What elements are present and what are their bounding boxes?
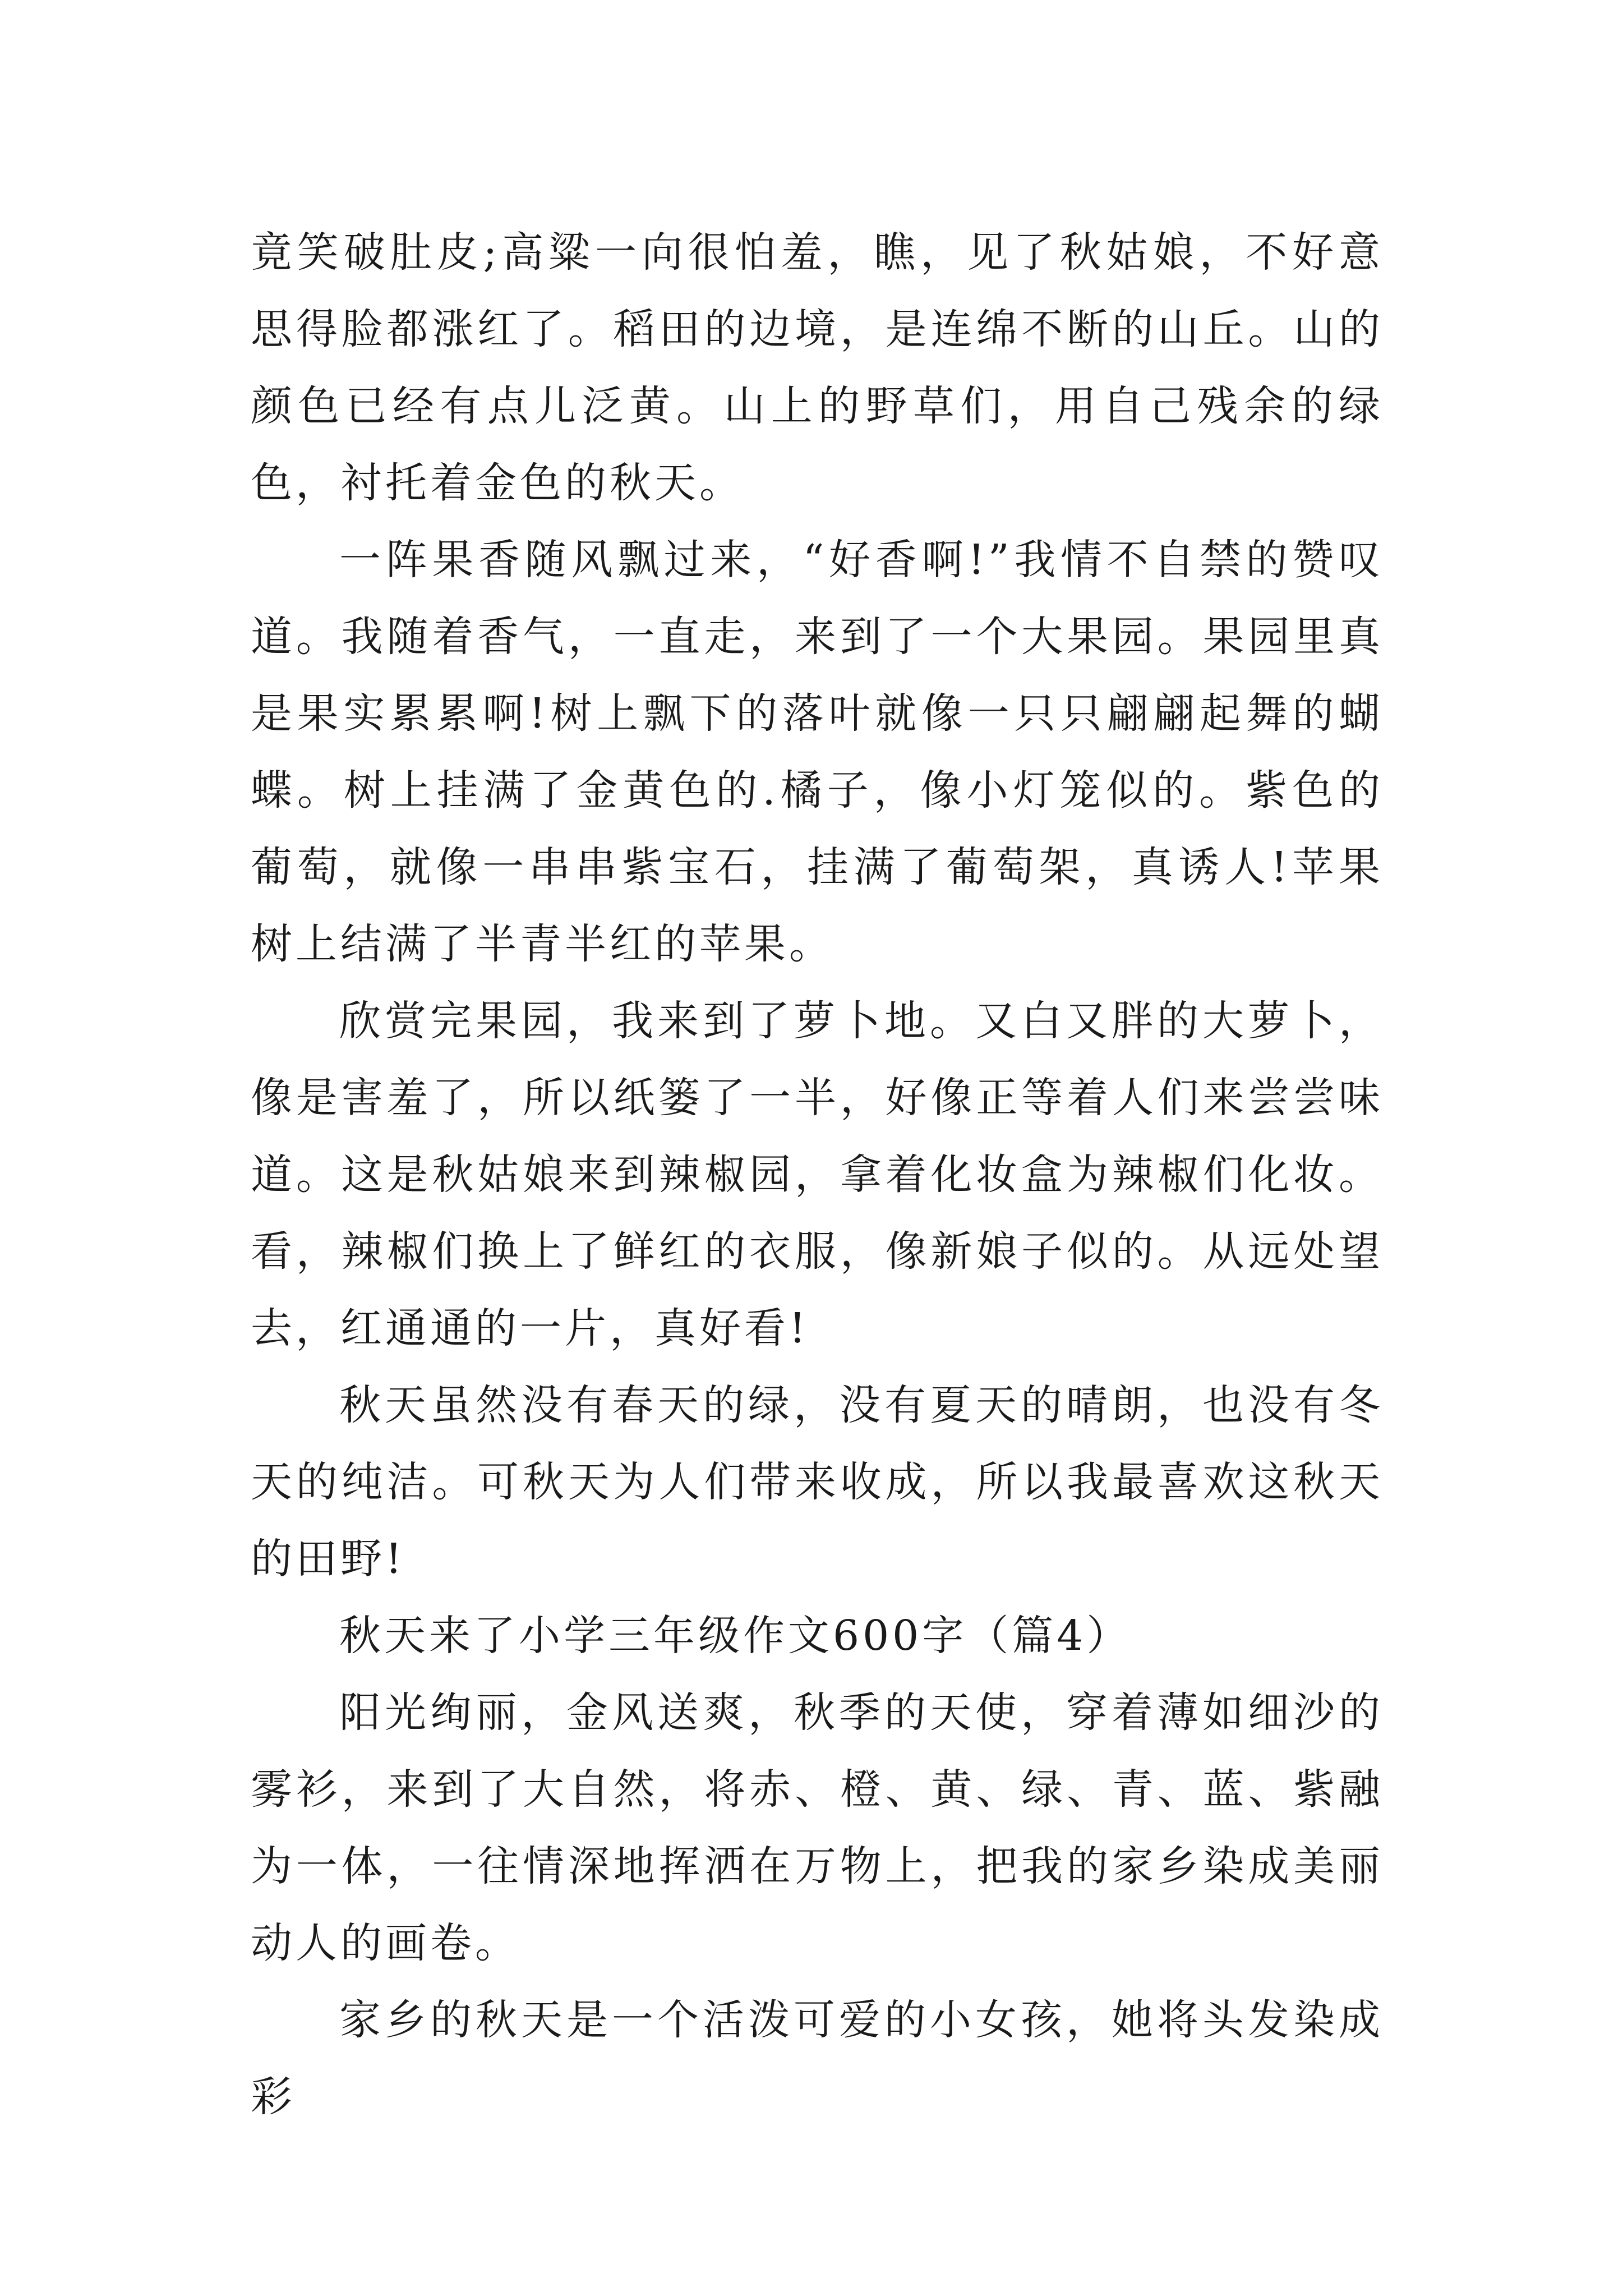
paragraph-orchard: 一阵果香随风飘过来，“好香啊!”我情不自禁的赞叹道。我随着香气，一直走，来到了一个大果园。果园里真是果实累累啊!树上飘下的落叶就像一只只翩翩起舞的蝴蝶。树上挂满了金黄色的.橘子，像小灯笼似的。紫色的葡萄，就像一串串紫宝石，挂满了葡萄架，真诱人!苹果树上结满了半青半红的苹果。 xyxy=(251,536,1384,968)
paragraph-hometown-autumn: 家乡的秋天是一个活泼可爱的小女孩，她将头发染成彩 xyxy=(251,1996,1384,2121)
paragraph-continuation: 竟笑破肚皮;高粱一向很怕羞，瞧，见了秋姑娘，不好意思得脸都涨红了。稻田的边境，是连绵不断的山丘。山的颜色已经有点儿泛黄。山上的野草们，用自己残余的绿色，衬托着金色的秋天。 xyxy=(251,228,1384,507)
paragraph-conclusion: 秋天虽然没有春天的绿，没有夏天的晴朗，也没有冬天的纯洁。可秋天为人们带来收成，所以我最喜欢这秋天的田野! xyxy=(251,1381,1384,1583)
document-body xyxy=(251,214,1384,2136)
paragraph-sunshine: 阳光绚丽，金风送爽，秋季的天使，穿着薄如细沙的雾衫，来到了大自然，将赤、橙、黄、绿、青、蓝、紫融为一体，一往情深地挥洒在万物上，把我的家乡染成美丽动人的画卷。 xyxy=(251,1688,1384,1967)
paragraph-radish-field: 欣赏完果园，我来到了萝卜地。又白又胖的大萝卜，像是害羞了，所以纸篓了一半，好像正等着人们来尝尝味道。这是秋姑娘来到辣椒园，拿着化妆盒为辣椒们化妆。看，辣椒们换上了鲜红的衣服，像新娘子似的。从远处望去，红通通的一片，真好看! xyxy=(251,997,1384,1352)
essay-heading: 秋天来了小学三年级作文600字（篇4） xyxy=(339,1612,1132,1660)
